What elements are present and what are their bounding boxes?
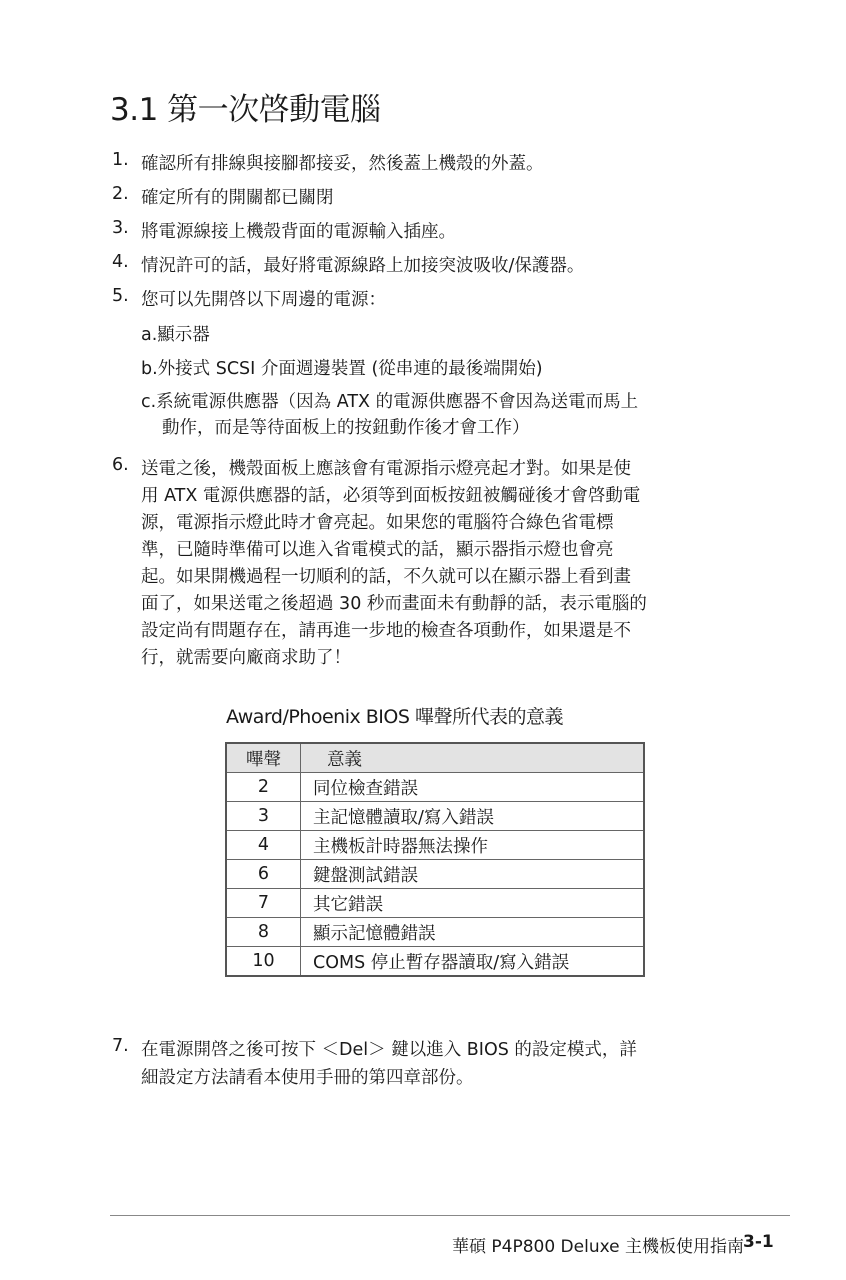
- step-text: 情況許可的話，最好將電源線路上加接突波吸收/保護器。: [141, 256, 585, 276]
- step-text: 細設定方法請看本使用手冊的第四章部份。: [141, 1068, 474, 1088]
- step-text: 設定尚有問題存在，請再進一步地的檢查各項動作，如果還是不: [141, 621, 631, 641]
- sub-item: c.系統電源供應器（因為 ATX 的電源供應器不會因為送電而馬上: [141, 392, 639, 412]
- step-text: 您可以先開啓以下周邊的電源：: [141, 290, 386, 310]
- step-number: 1.: [112, 150, 129, 170]
- table-caption: Award/Phoenix BIOS 嗶聲所代表的意義: [226, 706, 563, 728]
- beep-count: 3: [226, 802, 301, 831]
- header-beeps: 嗶聲: [226, 743, 301, 773]
- beep-count: 4: [226, 831, 301, 860]
- beep-meaning: 主記憶體讀取/寫入錯誤: [301, 802, 645, 831]
- table-row: [226, 773, 644, 802]
- step-text: 確定所有的開關都已關閉: [141, 188, 334, 208]
- step-number: 6.: [112, 455, 129, 475]
- beep-count: 10: [226, 947, 301, 977]
- step-text: 在電源開啓之後可按下 ＜Del＞ 鍵以進入 BIOS 的設定模式，詳: [141, 1040, 637, 1060]
- beep-count: 8: [226, 918, 301, 947]
- sub-item: b.外接式 SCSI 介面週邊裝置 (從串連的最後端開始): [141, 359, 543, 379]
- footer-title: 華碩 P4P800 Deluxe 主機板使用指南: [451, 1237, 744, 1257]
- sub-item: 動作，而是等待面板上的按鈕動作後才會工作）: [162, 418, 530, 438]
- table-row: [226, 831, 644, 860]
- step-text: 將電源線接上機殼背面的電源輸入插座。: [141, 222, 456, 242]
- header-meaning: 意義: [301, 743, 645, 773]
- step-number: 7.: [112, 1036, 129, 1056]
- beep-meaning: COMS 停止暫存器讀取/寫入錯誤: [301, 947, 645, 977]
- section-title: 3.1 第一次啓動電腦: [110, 92, 381, 128]
- beep-count: 7: [226, 889, 301, 918]
- page-number: 3-1: [743, 1232, 774, 1252]
- step-number: 5.: [112, 286, 129, 306]
- beep-count: 6: [226, 860, 301, 889]
- step-text: 準，已隨時準備可以進入省電模式的話，顯示器指示燈也會亮: [141, 540, 614, 560]
- beep-count: 2: [226, 773, 301, 802]
- beep-meaning: 顯示記憶體錯誤: [301, 918, 645, 947]
- table-row: [226, 947, 644, 977]
- table-row: [226, 889, 644, 918]
- footer-divider: [110, 1215, 790, 1216]
- beep-meaning: 主機板計時器無法操作: [301, 831, 645, 860]
- beep-meaning: 鍵盤測試錯誤: [301, 860, 645, 889]
- step-text: 送電之後，機殼面板上應該會有電源指示燈亮起才對。如果是使: [141, 459, 631, 479]
- beep-meaning: 同位檢查錯誤: [301, 773, 645, 802]
- table-row: [226, 802, 644, 831]
- beep-meaning: 其它錯誤: [301, 889, 645, 918]
- step-text: 行，就需要向廠商求助了！: [141, 648, 351, 668]
- table-row: [226, 860, 644, 889]
- step-text: 確認所有排線與接腳都接妥，然後蓋上機殼的外蓋。: [141, 154, 544, 174]
- step-text: 用 ATX 電源供應器的話，必須等到面板按鈕被觸碰後才會啓動電: [141, 486, 641, 506]
- table-row: [226, 918, 644, 947]
- step-number: 3.: [112, 218, 129, 238]
- step-text: 起。如果開機過程一切順利的話，不久就可以在顯示器上看到畫: [141, 567, 631, 587]
- step-number: 2.: [112, 184, 129, 204]
- step-text: 面了，如果送電之後超過 30 秒而畫面未有動靜的話，表示電腦的: [141, 594, 647, 614]
- sub-item: a.顯示器: [141, 325, 210, 345]
- table-header-row: [226, 743, 644, 773]
- step-number: 4.: [112, 252, 129, 272]
- step-text: 源，電源指示燈此時才會亮起。如果您的電腦符合綠色省電標: [141, 513, 614, 533]
- beep-code-table: [225, 742, 645, 977]
